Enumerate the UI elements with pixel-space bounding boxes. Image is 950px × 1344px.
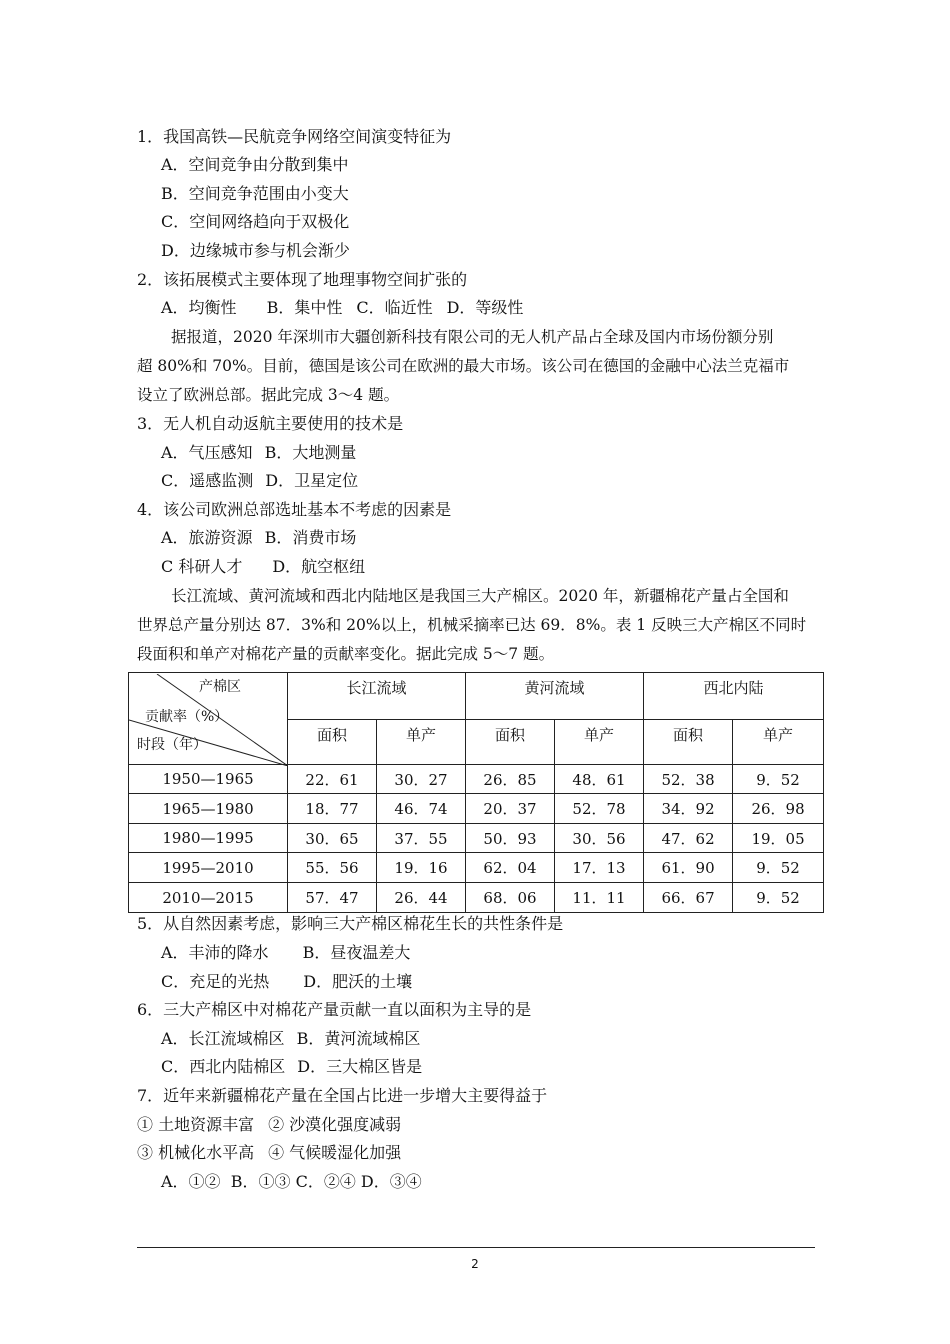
question-4-option-d: D．航空枢纽: [272, 557, 366, 576]
value-cell: 20．37: [466, 794, 555, 824]
region-header-northwest: 西北内陆: [644, 673, 824, 720]
table-row: [129, 883, 824, 913]
question-5-option-a: A．丰沛的降水: [161, 943, 269, 962]
subhead-area: 面积: [288, 720, 377, 765]
question-1-option-c: C．空间网络趋向于双极化: [161, 212, 350, 231]
question-6-option-b: B．黄河流域棉区: [296, 1029, 421, 1048]
value-cell: 26．44: [377, 883, 466, 913]
question-5-option-b: B．昼夜温差大: [302, 943, 411, 962]
question-6-option-c: C．西北内陆棉区: [161, 1057, 286, 1076]
question-3-option-d: D．卫星定位: [265, 471, 359, 490]
value-cell: 68．06: [466, 883, 555, 913]
question-6-option-d: D．三大棉区皆是: [297, 1057, 423, 1076]
subhead-area: 面积: [644, 720, 733, 765]
question-1-option-a: A．空间竞争由分散到集中: [161, 155, 349, 174]
value-cell: 30．27: [377, 765, 466, 794]
question-3-options-ab: [161, 443, 356, 463]
question-5-options-cd: [161, 972, 412, 992]
question-4-option-b: B．消费市场: [264, 528, 357, 547]
value-cell: 19．05: [733, 824, 824, 853]
passage-2-line-1: 长江流域、黄河流域和西北内陆地区是我国三大产棉区。2020 年，新疆棉花产量占全国和: [171, 587, 789, 605]
value-cell: 9．52: [733, 853, 824, 883]
period-cell: 1950—1965: [129, 765, 288, 794]
region-header-yellow-river: 黄河流域: [466, 673, 644, 720]
table-row: [129, 824, 824, 853]
value-cell: 57．47: [288, 883, 377, 913]
question-1-option-b: B．空间竞争范围由小变大: [161, 184, 349, 203]
question-3-option-b: B．大地测量: [264, 443, 357, 462]
passage-1-line-2: 超 80%和 70%。目前，德国是该公司在欧洲的最大市场。该公司在德国的金融中心法兰克福市: [137, 357, 790, 375]
question-2-option-b: B．集中性: [266, 298, 343, 317]
question-6-options-ab: [161, 1029, 420, 1049]
value-cell: 26．98: [733, 794, 824, 824]
corner-label-period: 时段（年）: [137, 736, 207, 753]
value-cell: 37．55: [377, 824, 466, 853]
question-7-statement-3: ③ 机械化水平高: [137, 1143, 255, 1162]
question-4-option-c: C 科研人才: [161, 557, 243, 576]
table-row: [129, 853, 824, 883]
table-row: [129, 765, 824, 794]
question-2-option-d: D．等级性: [446, 298, 524, 317]
question-7-statements-34: [137, 1143, 401, 1163]
table-row: [129, 794, 824, 824]
question-6-stem: 6．三大产棉区中对棉花产量贡献一直以面积为主导的是: [137, 1000, 532, 1019]
question-3-option-c: C．遥感监测: [161, 471, 254, 490]
period-cell: 1980—1995: [129, 824, 288, 853]
question-6-options-cd: [161, 1057, 422, 1077]
value-cell: 17．13: [555, 853, 644, 883]
question-2-option-c: C．临近性: [356, 298, 433, 317]
question-2-stem: 2．该拓展模式主要体现了地理事物空间扩张的: [137, 270, 468, 289]
question-7-stem: 7．近年来新疆棉花产量在全国占比进一步增大主要得益于: [137, 1086, 548, 1105]
question-4-option-a: A．旅游资源: [161, 528, 253, 547]
corner-label-region: 产棉区: [199, 678, 241, 695]
value-cell: 9．52: [733, 765, 824, 794]
value-cell: 30．56: [555, 824, 644, 853]
value-cell: 30．65: [288, 824, 377, 853]
value-cell: 9．52: [733, 883, 824, 913]
period-cell: 1995—2010: [129, 853, 288, 883]
question-3-stem: 3．无人机自动返航主要使用的技术是: [137, 414, 404, 433]
region-header-yangtze: 长江流域: [288, 673, 466, 720]
question-7-statement-2: ② 沙漠化强度减弱: [268, 1115, 402, 1134]
value-cell: 55．56: [288, 853, 377, 883]
value-cell: 66．67: [644, 883, 733, 913]
value-cell: 26．85: [466, 765, 555, 794]
subhead-yield: 单产: [377, 720, 466, 765]
question-7-statement-4: ④ 气候暖湿化加强: [268, 1143, 402, 1162]
value-cell: 11．11: [555, 883, 644, 913]
question-5-option-d: D．肥沃的土壤: [303, 972, 413, 991]
value-cell: 52．38: [644, 765, 733, 794]
value-cell: 22．61: [288, 765, 377, 794]
value-cell: 47．62: [644, 824, 733, 853]
question-4-options-cd: [161, 557, 365, 577]
value-cell: 48．61: [555, 765, 644, 794]
value-cell: 46．74: [377, 794, 466, 824]
question-4-stem: 4．该公司欧洲总部选址基本不考虑的因素是: [137, 500, 452, 519]
value-cell: 61．90: [644, 853, 733, 883]
passage-2-line-2: 世界总产量分别达 87．3%和 20%以上，机械采摘率已达 69．8%。表 1 反映三大产棉区不同时: [137, 616, 807, 634]
question-3-option-a: A．气压感知: [161, 443, 253, 462]
subhead-area: 面积: [466, 720, 555, 765]
question-5-option-c: C．充足的光热: [161, 972, 270, 991]
question-7-statement-1: ① 土地资源丰富: [137, 1115, 255, 1134]
question-1-stem: 1．我国高铁—民航竞争网络空间演变特征为: [137, 127, 452, 146]
value-cell: 34．92: [644, 794, 733, 824]
passage-1-line-3: 设立了欧洲总部。据此完成 3～4 题。: [137, 386, 400, 404]
period-cell: 1965—1980: [129, 794, 288, 824]
question-5-stem: 5．从自然因素考虑，影响三大产棉区棉花生长的共性条件是: [137, 914, 564, 933]
question-7-choices: A．①② B．①③ C．②④ D．③④: [161, 1172, 422, 1191]
passage-1-line-1: 据报道，2020 年深圳市大疆创新科技有限公司的无人机产品占全球及国内市场份额分别: [171, 328, 774, 346]
question-3-options-cd: [161, 471, 358, 491]
value-cell: 19．16: [377, 853, 466, 883]
question-2-options: [161, 298, 523, 318]
question-5-options-ab: [161, 943, 410, 963]
value-cell: 50．93: [466, 824, 555, 853]
subhead-yield: 单产: [555, 720, 644, 765]
question-2-option-a: A．均衡性: [161, 298, 237, 317]
footer-rule: [137, 1247, 815, 1248]
value-cell: 18．77: [288, 794, 377, 824]
page-number: 2: [471, 1257, 479, 1271]
value-cell: 62．04: [466, 853, 555, 883]
question-6-option-a: A．长江流域棉区: [161, 1029, 285, 1048]
period-cell: 2010—2015: [129, 883, 288, 913]
corner-label-contribution: 贡献率（%）: [145, 708, 229, 725]
value-cell: 52．78: [555, 794, 644, 824]
question-7-statements-12: [137, 1115, 401, 1135]
cotton-contribution-table: [128, 672, 824, 913]
table-corner-header: [129, 673, 288, 765]
question-1-option-d: D．边缘城市参与机会渐少: [161, 241, 350, 260]
subhead-yield: 单产: [733, 720, 824, 765]
passage-2-line-3: 段面积和单产对棉花产量的贡献率变化。据此完成 5～7 题。: [137, 645, 555, 663]
question-4-options-ab: [161, 528, 356, 548]
